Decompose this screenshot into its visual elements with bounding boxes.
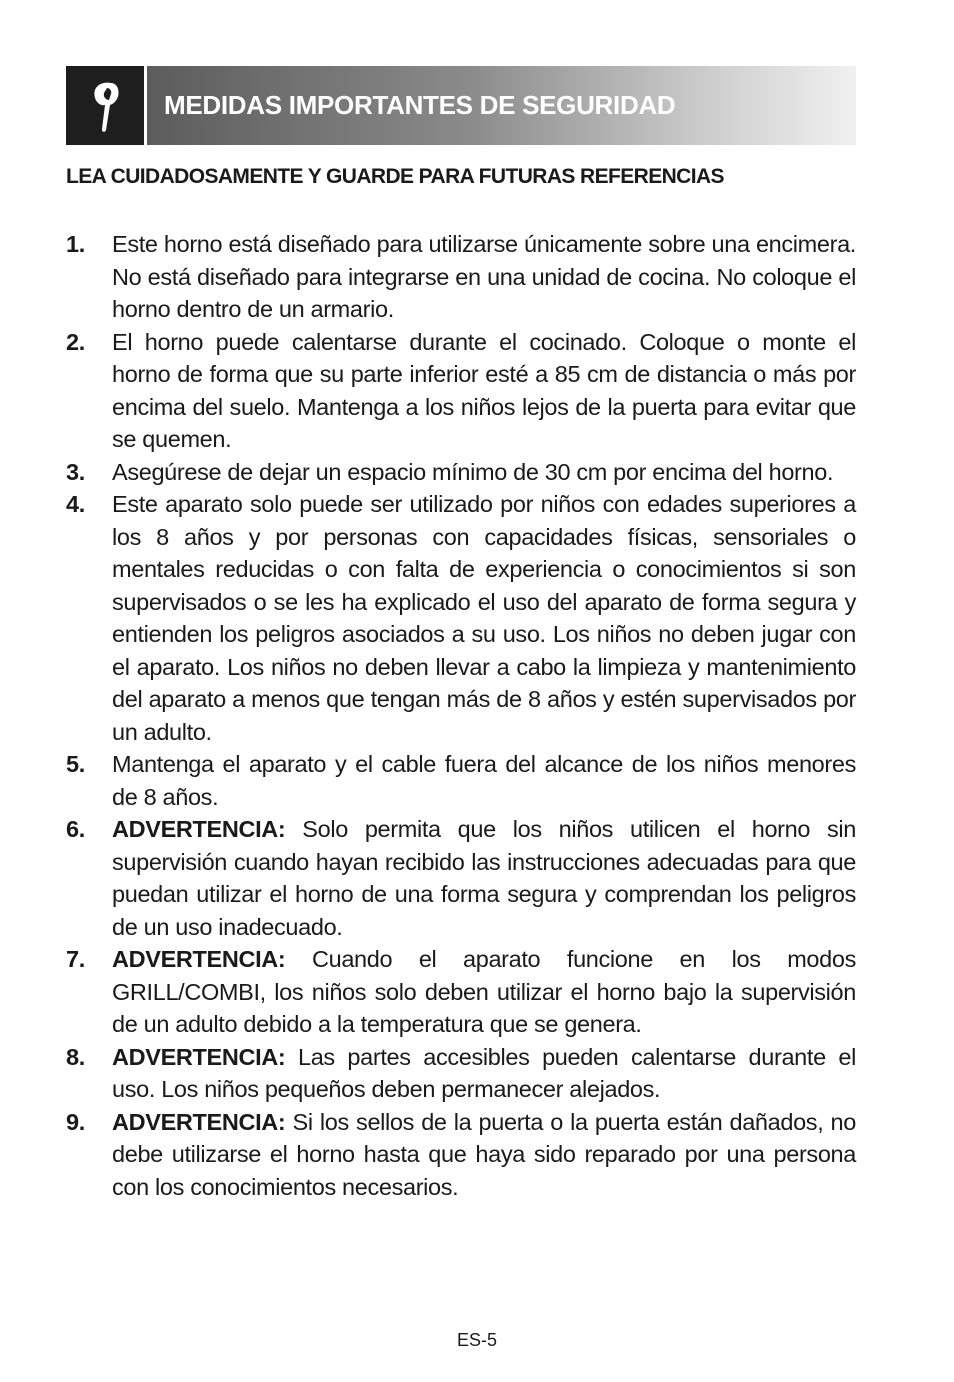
item-number: 8. <box>66 1043 85 1070</box>
item-text-block <box>112 813 856 943</box>
item-text: El horno puede calentarse durante el cocinado. Coloque o monte el horno de forma que su parte inferior esté a 85 cm de distancia o más por encima del suelo. Mantenga a los niños lejos de la puerta para evitar que se quemen. <box>112 328 856 452</box>
item-number: 1. <box>66 231 85 257</box>
list-item <box>66 456 856 489</box>
item-text-block <box>112 1106 856 1204</box>
item-number: 7. <box>66 946 85 972</box>
item-text: Solo permita que los niños utilicen el horno sin supervisión cuando hayan recibido las instrucciones adecuadas para que puedan utilizar el horno de una forma segura y comprendan los peligros de un uso inadecuado. <box>112 816 856 940</box>
item-text: Las partes accesibles pueden calentarse durante el uso. Los niños pequeños deben permanecer alejados. <box>112 1043 857 1102</box>
item-text-block <box>112 1041 856 1106</box>
banner-title-bar <box>147 66 856 145</box>
list-item <box>66 228 856 326</box>
item-text: Asegúrese de dejar un espacio mínimo de 30 cm por encima del horno. <box>112 458 834 485</box>
item-text: Cuando el aparato funcione en los modos GRILL/COMBI, los niños solo deben utilizar el horno bajo la supervisión de un adulto debido a la temperatura que se genera. <box>112 946 856 1037</box>
list-item <box>66 813 856 943</box>
list-item <box>66 943 856 1041</box>
safety-instructions-list <box>66 228 856 1203</box>
list-item <box>66 748 856 813</box>
item-number: 9. <box>66 1108 85 1135</box>
item-number: 4. <box>66 491 85 517</box>
warning-label: ADVERTENCIA: <box>112 1108 286 1135</box>
item-number: 3. <box>66 458 85 485</box>
warning-label: ADVERTENCIA: <box>112 946 286 972</box>
section-header-banner <box>66 66 856 145</box>
list-item <box>66 1106 856 1204</box>
list-item <box>66 326 856 456</box>
item-text-block <box>112 228 856 326</box>
item-text: Mantenga el aparato y el cable fuera del alcance de los niños menores de 8 años. <box>112 751 856 810</box>
section-subtitle: LEA CUIDADOSAMENTE Y GUARDE PARA FUTURAS REFERENCIAS <box>66 165 724 188</box>
item-number: 5. <box>66 751 85 777</box>
item-text: Este horno está diseñado para utilizarse únicamente sobre una encimera. No está diseñado para integrarse en una unidad de cocina. No coloque el horno dentro de un armario. <box>112 231 856 322</box>
item-text-block <box>112 748 856 813</box>
item-text-block <box>112 456 856 489</box>
page-title: MEDIDAS IMPORTANTES DE SEGURIDAD <box>164 90 676 120</box>
item-text-block <box>112 326 856 456</box>
item-text-block <box>112 488 856 748</box>
item-text: Este aparato solo puede ser utilizado por niños con edades superiores a los 8 años y por personas con capacidades físicas, sensoriales o mentales reducidas o con falta de experiencia o conocimientos si son supervisados o se les ha explicado el uso del aparato de forma segura y entienden los peligros asociados a su uso. Los niños no deben jugar con el aparato. Los niños no deben llevar a cabo la limpieza y mantenimiento del aparato a menos que tengan más de 8 años y estén supervisados por un adulto. <box>112 491 856 745</box>
item-text: Si los sellos de la puerta o la puerta están dañados, no debe utilizarse el horno hasta que haya sido reparado por una persona con los conocimientos necesarios. <box>112 1108 856 1200</box>
warning-label: ADVERTENCIA: <box>112 1043 286 1070</box>
item-number: 2. <box>66 328 85 355</box>
item-number: 6. <box>66 816 85 842</box>
list-item <box>66 1041 856 1106</box>
warning-label: ADVERTENCIA: <box>112 816 286 842</box>
wrench-icon <box>66 66 144 145</box>
item-text-block <box>112 943 856 1041</box>
page-number: ES-5 <box>456 1330 498 1350</box>
list-item <box>66 488 856 748</box>
